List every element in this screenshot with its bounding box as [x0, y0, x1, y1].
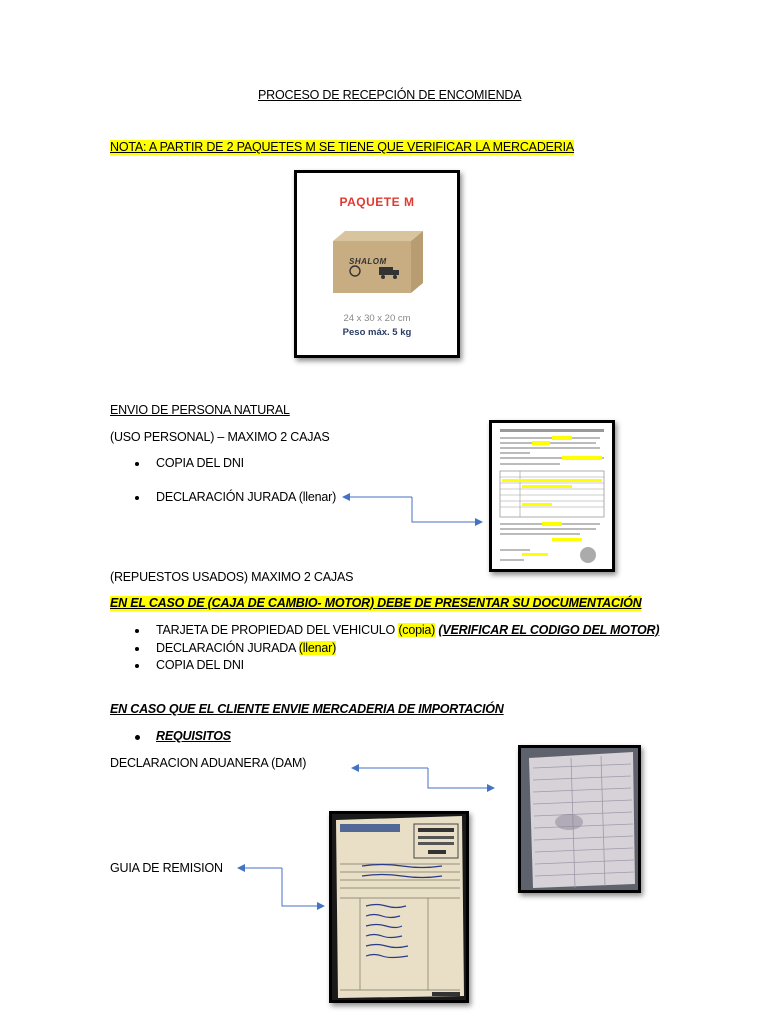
guia-label: GUIA DE REMISION — [110, 861, 223, 875]
persona-natural-heading: ENVIO DE PERSONA NATURAL — [110, 403, 290, 417]
arrow-to-guia-photo — [282, 868, 324, 906]
paquete-label: PAQUETE M — [339, 195, 415, 209]
list-item: DECLARACIÓN JURADA (llenar) — [156, 490, 337, 504]
verificar-note: (VERIFICAR EL CODIGO DEL MOTOR) — [438, 623, 660, 637]
arrow-to-declaracion-image — [412, 497, 482, 522]
paquete-dimensions: 24 x 30 x 20 cm — [343, 313, 411, 324]
repuestos-heading: (REPUESTOS USADOS) MAXIMO 2 CAJAS — [110, 570, 354, 584]
highlight-copia: (copia) — [398, 623, 436, 637]
paquete-brand: SHALOM — [349, 257, 387, 266]
arrow-to-dam-photo — [428, 768, 494, 788]
list-item: COPIA DEL DNI — [156, 456, 244, 470]
highlight-llenar: (llenar) — [298, 641, 337, 655]
nota-banner: NOTA: A PARTIR DE 2 PAQUETES M SE TIENE QUE VERIFICAR LA MERCADERIA — [110, 140, 575, 154]
page-title: PROCESO DE RECEPCIÓN DE ENCOMIENDA — [258, 88, 522, 102]
requisitos-label: REQUISITOS — [156, 729, 231, 743]
list-item: COPIA DEL DNI — [156, 658, 244, 672]
list-item-text: DECLARACIÓN JURADA — [156, 641, 299, 655]
repuestos-highlight: EN EL CASO DE (CAJA DE CAMBIO- MOTOR) DEBE DE PRESENTAR SU DOCUMENTACIÓN — [110, 596, 642, 610]
list-item-text: TARJETA DE PROPIEDAD DEL VEHICULO — [156, 623, 399, 637]
persona-natural-subheading: (USO PERSONAL) – MAXIMO 2 CAJAS — [110, 430, 330, 444]
paquete-weight: Peso máx. 5 kg — [342, 327, 412, 338]
dam-label: DECLARACION ADUANERA (DAM) — [110, 756, 307, 770]
importacion-heading: EN CASO QUE EL CLIENTE ENVIE MERCADERIA DE IMPORTACIÓN — [110, 702, 504, 716]
